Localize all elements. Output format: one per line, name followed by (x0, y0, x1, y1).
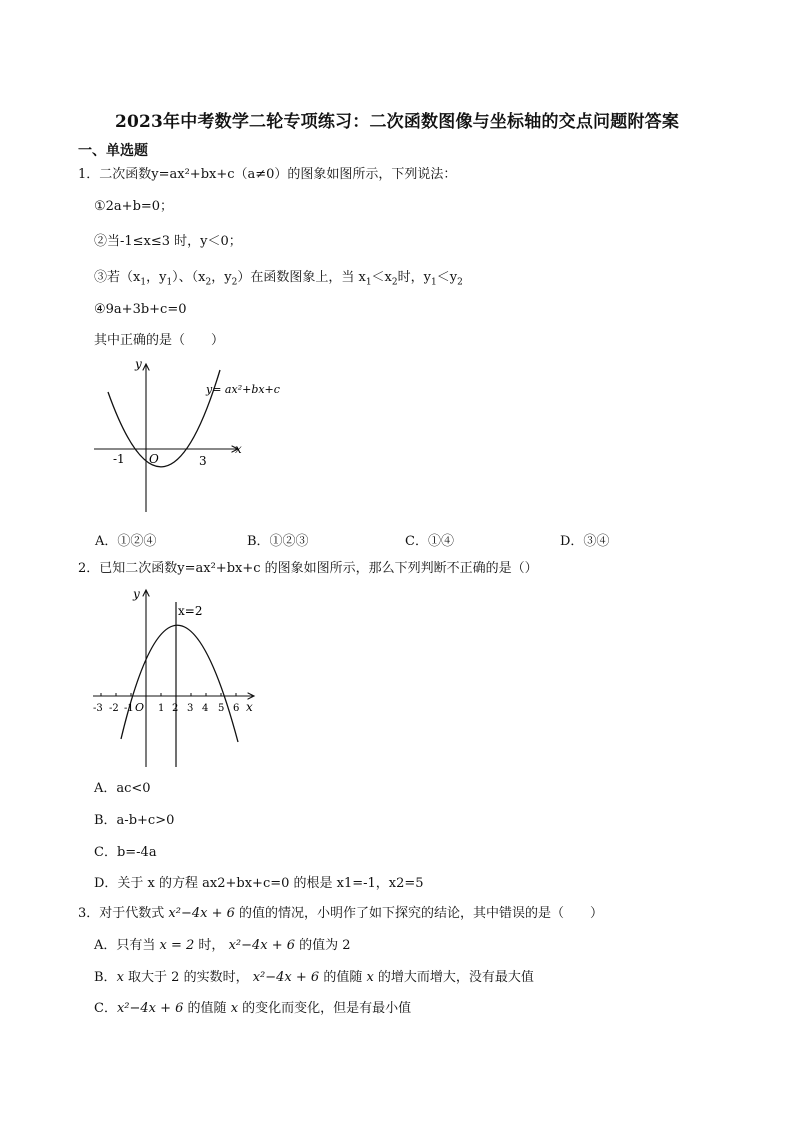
q1-parabola (108, 370, 220, 467)
q1-statement-1: ①2a+b=0； (94, 199, 174, 214)
q2-x-label: x (246, 700, 253, 714)
q1-choice-c[interactable]: C．①④ (405, 534, 454, 549)
q2-axis-label: x=2 (178, 604, 203, 618)
q1-choice-a[interactable]: A．①②④ (95, 534, 157, 549)
q1-statement-3: ③若（$x_1$，$y_1$）、（$x_2$，$y_2$）在函数图象上，当 $x_1<x_2$时，$y_1<y_2$ (94, 270, 463, 288)
q1-choice-b[interactable]: B．①②③ (247, 534, 309, 549)
q2-choice-c[interactable]: C．b=-4a (94, 845, 157, 860)
page-title: 2023年中考数学二轮专项练习：二次函数图像与坐标轴的交点问题附答案 (114, 112, 680, 132)
section-heading: 一、单选题 (78, 143, 148, 159)
q3-choice-c[interactable]: C．x²−4x + 6 的值随 x 的变化而变化，但是有最小值 (94, 1001, 412, 1016)
q3-stem: 3．对于代数式 x²−4x + 6 的值的情况，小明作了如下探究的结论，其中错误的是（ ） (78, 906, 604, 921)
q2-parabola (121, 625, 238, 742)
q2-graph (88, 582, 263, 772)
q2-y-label: y (133, 587, 140, 601)
q2-tick-label: -1 (124, 703, 134, 714)
q2-tick-label: -2 (109, 703, 119, 714)
q2-tick-label: -3 (93, 703, 103, 714)
q3-choice-a[interactable]: A．只有当 x = 2 时， x²−4x + 6 的值为 2 (94, 938, 351, 953)
q2-stem: 2．已知二次函数y=ax²+bx+c 的图象如图所示，那么下列判断不正确的是（） (78, 561, 538, 576)
q2-choice-b[interactable]: B．a-b+c>0 (94, 813, 175, 828)
q3-expression: x²−4x + 6 (168, 906, 235, 921)
q2-tick-label: 1 (158, 703, 165, 714)
q1-left-root-label: -1 (113, 452, 125, 466)
q2-choice-d[interactable]: D．关于 x 的方程 ax2+bx+c=0 的根是 x1=-1，x2=5 (94, 876, 424, 891)
q2-choice-a[interactable]: A．ac<0 (94, 781, 151, 796)
q2-tick-label: 3 (187, 703, 194, 714)
q1-choice-d[interactable]: D．③④ (560, 534, 610, 549)
q1-right-root-label: 3 (199, 454, 207, 468)
q2-tick-label: 6 (233, 703, 240, 714)
q3-choice-b[interactable]: B．x 取大于 2 的实数时， x²−4x + 6 的值随 x 的增大而增大，没有最大值 (94, 970, 534, 985)
q1-x-label: x (235, 442, 242, 456)
q1-origin-label: O (149, 452, 159, 466)
q1-statement-4: ④9a+3b+c=0 (94, 302, 187, 317)
q1-ask: 其中正确的是（ ） (94, 333, 225, 348)
q2-tick-label: 4 (202, 703, 209, 714)
q2-tick-label: 2 (172, 703, 179, 714)
q1-curve-label: y= ax²+bx+c (206, 383, 280, 396)
q1-graph (88, 352, 298, 522)
q1-y-label: y (135, 357, 142, 371)
q1-stem: 1．二次函数y=ax²+bx+c（a≠0）的图象如图所示，下列说法： (78, 167, 457, 182)
q1-statement-2: ②当-1≤x≤3 时，y＜0； (94, 234, 242, 249)
q2-tick-label: 5 (218, 703, 225, 714)
q2-origin-label: O (135, 701, 145, 714)
